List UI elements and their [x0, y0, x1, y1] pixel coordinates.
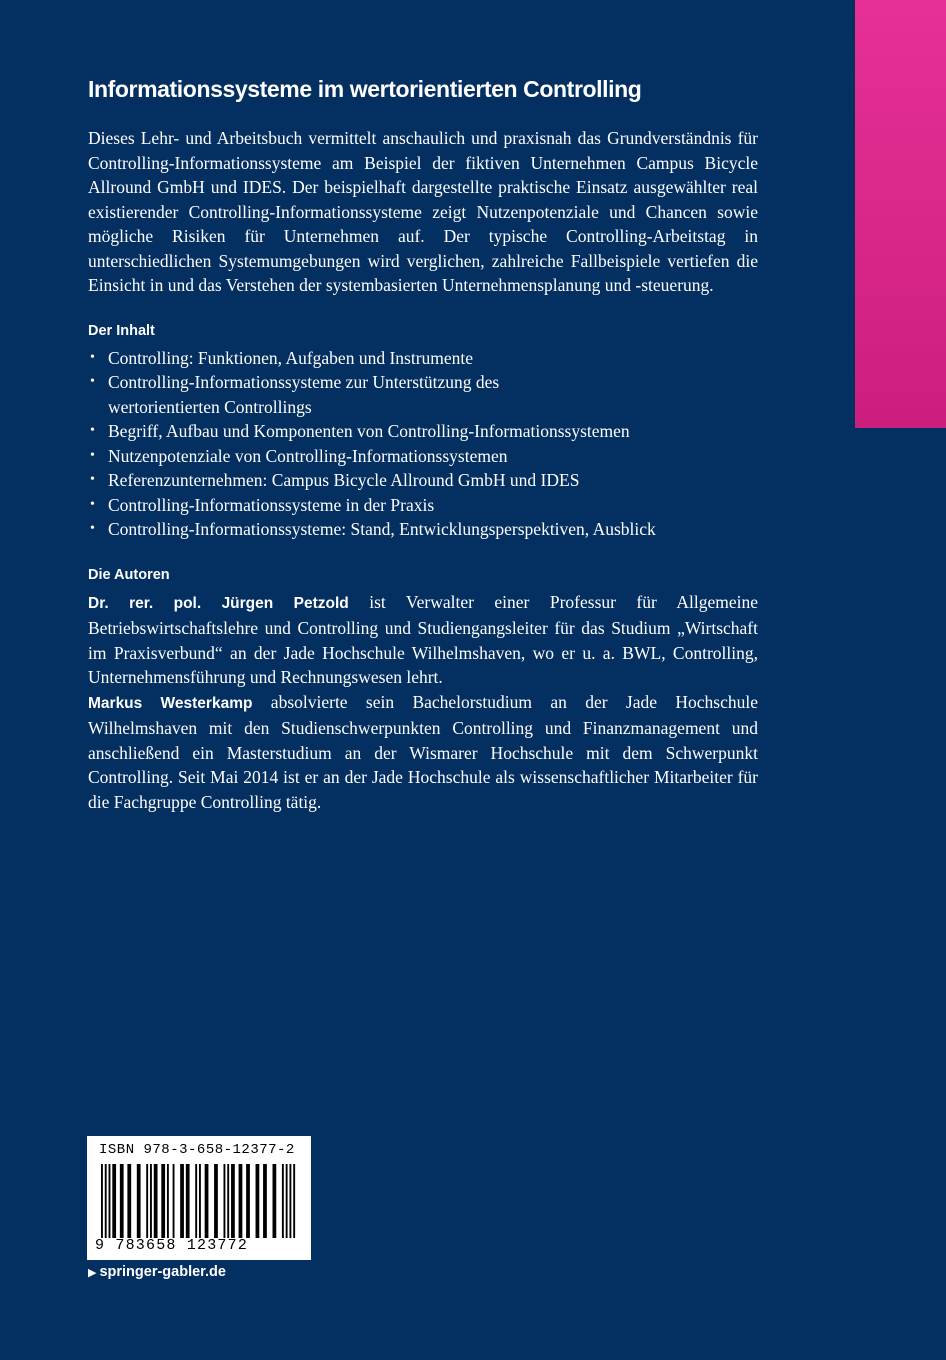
barcode-bar: [273, 1164, 277, 1238]
barcode-bar: [137, 1164, 141, 1238]
author-bio-text-1: ist Verwalter einer Professur für Allgemeine Betriebswirtschaftslehre und Controlling und Studiengangsleiter für das Studium „Wirtschaft im Praxisverbund“ an der Jade Hochschule Wilhelmshaven, wo er u. a. BWL, Controlling, Unternehmensführung und Rechnungswesen lehrt.: [88, 591, 758, 687]
barcode-bar: [120, 1164, 124, 1238]
barcode-bar: [161, 1164, 165, 1238]
contents-list: [88, 346, 758, 542]
publisher-link[interactable]: [88, 1264, 226, 1280]
barcode-bar: [224, 1164, 226, 1238]
barcode-bar: [227, 1164, 229, 1238]
barcode-bar: [154, 1164, 158, 1238]
barcode-bar: [112, 1164, 116, 1238]
barcode-bar: [214, 1164, 218, 1238]
barcode-bar: [231, 1164, 235, 1238]
barcode-bar: [146, 1164, 148, 1238]
ean-digits: 9 783658 123772: [95, 1237, 249, 1254]
back-cover-content: [88, 72, 758, 814]
barcode-bar: [167, 1164, 169, 1238]
barcode-bar: [286, 1164, 288, 1238]
barcode-bar: [293, 1164, 295, 1238]
list-item: • Controlling-Informationssysteme in der Praxis: [88, 493, 758, 518]
barcode-bar: [195, 1164, 197, 1238]
list-item: • Nutzenpotenziale von Controlling-Informationssystemen: [88, 444, 758, 469]
authors-heading: Die Autoren: [88, 566, 170, 583]
barcode-bar: [109, 1164, 111, 1238]
author-bio-text-2: absolvierte sein Bachelorstudium an der Jade Hochschule Wilhelmshaven mit den Studienschwerpunkten Controlling und Finanzmanagement und anschließend ein Masterstudium an der Wismarer Hochschule mit dem Schwerpunkt Controlling. Seit Mai 2014 ist er an der Jade Hochschule als wissenschaftlicher Mitarbeiter für die Fachgruppe Controlling tätig.: [88, 691, 758, 812]
barcode-bar: [127, 1164, 131, 1238]
barcode-bar: [289, 1164, 291, 1238]
barcode-bar: [282, 1164, 284, 1238]
author-name-2: Markus Westerkamp: [88, 694, 253, 712]
barcode-bar: [186, 1164, 190, 1238]
barcode-bar: [246, 1164, 250, 1238]
list-item: • Referenzunternehmen: Campus Bicycle Allround GmbH und IDES: [88, 468, 758, 493]
triangle-right-icon: ▶: [88, 1267, 97, 1279]
barcode-bar: [180, 1164, 184, 1238]
barcode-bar: [105, 1164, 107, 1238]
barcode-bar: [150, 1164, 152, 1238]
isbn-label: ISBN 978-3-658-12377-2: [99, 1142, 295, 1158]
list-item: • Begriff, Aufbau und Komponenten von Controlling-Informationssystemen: [88, 419, 758, 444]
barcode-bar: [263, 1164, 267, 1238]
author-bio-1: [88, 590, 758, 690]
list-item: • Controlling-Informationssysteme zur Unterstützung des wertorientierten Controllings: [88, 370, 758, 419]
book-title: Informationssysteme im wertorientierten Controlling: [88, 76, 642, 102]
author-bio-2: [88, 690, 758, 815]
barcode-bar: [101, 1164, 103, 1238]
barcode-bar: [199, 1164, 201, 1238]
accent-bar: [855, 0, 946, 428]
isbn-barcode: [87, 1136, 311, 1260]
barcode-bars: [101, 1164, 297, 1238]
intro-paragraph: Dieses Lehr- und Arbeitsbuch vermittelt anschaulich und praxisnah das Grundverständnis für Controlling-Informationssysteme am Beispiel der fiktiven Unternehmen Campus Bicycle Allround GmbH und IDES. Der beispielhaft dargestellte praktische Einsatz ausgewählter real existierender Controlling-Informationssysteme zeigt Nutzenpotenziale und Chancen sowie mögliche Risiken für Unternehmen auf. Der typische Controlling-Arbeitstag in unterschiedlichen Systemumgebungen wird verglichen, zahlreiche Fallbeispiele vertiefen die Einsicht in und das Verstehen der systembasierten Unternehmensplanung und -steuerung.: [88, 128, 758, 295]
barcode-bar: [173, 1164, 175, 1238]
publisher-url: springer-gabler.de: [99, 1264, 226, 1280]
list-item: • Controlling: Funktionen, Aufgaben und Instrumente: [88, 346, 758, 371]
author-name-1: Dr. rer. pol. Jürgen Petzold: [88, 594, 349, 612]
list-item: • Controlling-Informationssysteme: Stand, Entwicklungsperspektiven, Ausblick: [88, 517, 758, 542]
barcode-bar: [256, 1164, 260, 1238]
contents-heading: Der Inhalt: [88, 322, 155, 339]
barcode-bar: [239, 1164, 243, 1238]
barcode-bar: [205, 1164, 209, 1238]
